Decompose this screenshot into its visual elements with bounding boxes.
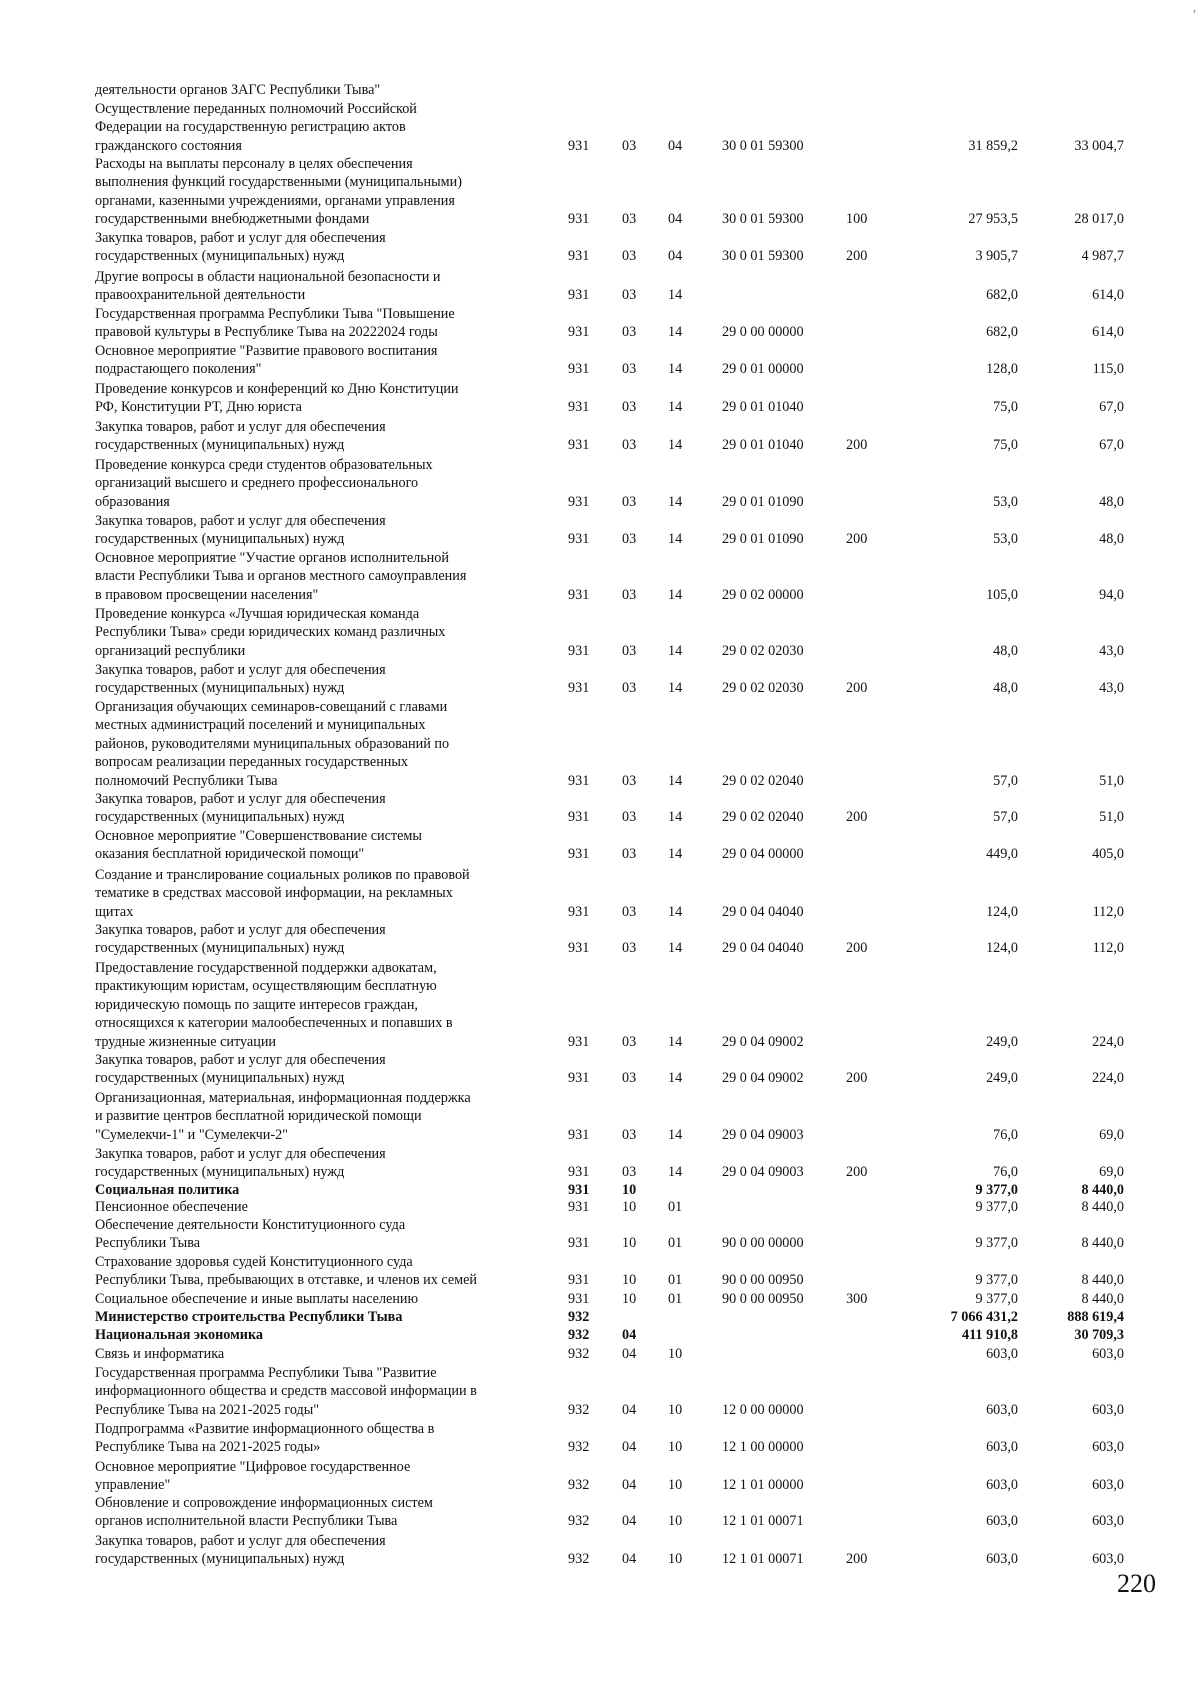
row-amount-2023: 603,0 [1092, 1439, 1124, 1456]
table-row [0, 866, 1200, 921]
row-name: Основное мероприятие "Развитие правового воспитания подрастающего поколения" [95, 343, 438, 378]
table-row [0, 661, 1200, 698]
table-row [0, 456, 1200, 511]
row-gr: 931 [568, 437, 590, 454]
row-pr: 14 [668, 493, 683, 510]
row-cs: 90 0 00 00950 [722, 1272, 804, 1289]
row-rz: 03 [622, 846, 637, 863]
row-amount-2022: 27 953,5 [968, 211, 1018, 228]
row-name: Обновление и сопровождение информационных систем органов исполнительной власти Республики Тыва [95, 1495, 433, 1530]
row-rz: 03 [622, 437, 637, 454]
row-amount-2023: 69,0 [1099, 1164, 1124, 1181]
row-amount-2022: 9 377,0 [975, 1272, 1018, 1289]
table-row [0, 1181, 1200, 1199]
table-row [0, 1051, 1200, 1088]
row-name: Осуществление переданных полномочий Российской Федерации на государственную регистрацию актов гражданского состояния [95, 101, 417, 154]
row-cs: 29 0 02 02030 [722, 680, 804, 697]
row-vr: 200 [846, 531, 868, 548]
row-name: Государственная программа Республики Тыва "Повышение правовой культуры в Республике Тыва на 20222024 годы [95, 306, 455, 341]
row-gr: 931 [568, 903, 590, 920]
row-cs: 30 0 01 59300 [722, 137, 804, 154]
row-amount-2022: 75,0 [993, 399, 1018, 416]
row-name: Закупка товаров, работ и услуг для обеспечения государственных (муниципальных) нужд [95, 513, 386, 548]
row-vr: 200 [846, 1164, 868, 1181]
row-gr: 931 [568, 531, 590, 548]
table-row [0, 921, 1200, 958]
row-amount-2023: 614,0 [1092, 287, 1124, 304]
row-rz: 10 [622, 1181, 637, 1198]
row-cs: 29 0 02 02040 [722, 809, 804, 826]
row-amount-2022: 603,0 [986, 1345, 1018, 1362]
row-rz: 03 [622, 642, 637, 659]
row-pr: 14 [668, 1164, 683, 1181]
row-rz: 03 [622, 399, 637, 416]
row-gr: 931 [568, 1290, 590, 1307]
row-rz: 04 [622, 1513, 637, 1530]
row-rz: 03 [622, 137, 637, 154]
row-amount-2023: 115,0 [1092, 361, 1124, 378]
row-pr: 14 [668, 586, 683, 603]
row-pr: 01 [668, 1235, 683, 1252]
row-name: Пенсионное обеспечение [95, 1199, 248, 1215]
row-amount-2023: 888 619,4 [1067, 1308, 1124, 1325]
row-amount-2023: 51,0 [1099, 772, 1124, 789]
row-name: Закупка товаров, работ и услуг для обеспечения государственных (муниципальных) нужд [95, 230, 386, 265]
row-rz: 04 [622, 1439, 637, 1456]
table-row [0, 959, 1200, 1051]
row-rz: 10 [622, 1235, 637, 1252]
row-pr: 14 [668, 772, 683, 789]
row-amount-2023: 28 017,0 [1074, 211, 1124, 228]
row-rz: 03 [622, 586, 637, 603]
row-gr: 931 [568, 324, 590, 341]
row-name: деятельности органов ЗАГС Республики Тыва" [95, 82, 381, 98]
row-name: Закупка товаров, работ и услуг для обеспечения государственных (муниципальных) нужд [95, 1052, 386, 1087]
row-gr: 932 [568, 1551, 590, 1568]
row-amount-2023: 4 987,7 [1081, 248, 1124, 265]
row-amount-2022: 603,0 [986, 1401, 1018, 1418]
row-cs: 12 1 01 00000 [722, 1477, 804, 1494]
row-rz: 04 [622, 1326, 637, 1343]
table-row [0, 1345, 1200, 1363]
row-gr: 931 [568, 642, 590, 659]
row-vr: 300 [846, 1290, 868, 1307]
row-pr: 14 [668, 1070, 683, 1087]
row-gr: 932 [568, 1345, 590, 1362]
row-cs: 29 0 04 09003 [722, 1126, 804, 1143]
row-name: Основное мероприятие "Участие органов исполнительной власти Республики Тыва и органов местного самоуправления в правовом просвещении населения" [95, 550, 467, 603]
row-cs: 12 1 00 00000 [722, 1439, 804, 1456]
row-amount-2023: 603,0 [1092, 1401, 1124, 1418]
row-pr: 04 [668, 211, 683, 228]
table-row [0, 229, 1200, 266]
table-row [0, 155, 1200, 229]
row-rz: 03 [622, 287, 637, 304]
row-vr: 200 [846, 437, 868, 454]
row-amount-2023: 603,0 [1092, 1513, 1124, 1530]
row-cs: 12 1 01 00071 [722, 1551, 804, 1568]
row-cs: 29 0 01 01090 [722, 493, 804, 510]
row-vr: 200 [846, 680, 868, 697]
row-cs: 12 0 00 00000 [722, 1401, 804, 1418]
row-name: Организационная, материальная, информационная поддержка и развитие центров бесплатной юридической помощи "Сумелекчи-1" и "Сумелекчи-2" [95, 1090, 471, 1143]
row-pr: 04 [668, 248, 683, 265]
row-rz: 04 [622, 1551, 637, 1568]
row-rz: 03 [622, 1070, 637, 1087]
row-amount-2023: 224,0 [1092, 1070, 1124, 1087]
row-pr: 14 [668, 531, 683, 548]
row-name: Закупка товаров, работ и услуг для обеспечения государственных (муниципальных) нужд [95, 1533, 386, 1568]
row-amount-2022: 48,0 [993, 642, 1018, 659]
row-gr: 931 [568, 399, 590, 416]
row-name: Проведение конкурса среди студентов образовательных организаций высшего и среднего профессионального образования [95, 457, 433, 510]
row-name: Другие вопросы в области национальной безопасности и правоохранительной деятельности [95, 269, 441, 304]
row-amount-2023: 8 440,0 [1081, 1235, 1124, 1252]
row-pr: 14 [668, 287, 683, 304]
table-row [0, 1089, 1200, 1144]
row-cs: 29 0 01 01040 [722, 437, 804, 454]
table-row [0, 380, 1200, 417]
row-amount-2023: 33 004,7 [1074, 137, 1124, 154]
row-cs: 29 0 01 01040 [722, 399, 804, 416]
row-amount-2022: 682,0 [986, 287, 1018, 304]
table-row [0, 1458, 1200, 1495]
row-pr: 10 [668, 1401, 683, 1418]
row-gr: 931 [568, 680, 590, 697]
row-rz: 03 [622, 1164, 637, 1181]
row-gr: 931 [568, 248, 590, 265]
row-cs: 29 0 04 04040 [722, 940, 804, 957]
row-vr: 200 [846, 809, 868, 826]
row-amount-2022: 603,0 [986, 1551, 1018, 1568]
row-vr: 200 [846, 1551, 868, 1568]
row-cs: 12 1 01 00071 [722, 1513, 804, 1530]
row-rz: 03 [622, 1126, 637, 1143]
row-amount-2023: 112,0 [1092, 940, 1124, 957]
row-rz: 03 [622, 493, 637, 510]
row-pr: 01 [668, 1198, 683, 1215]
row-cs: 30 0 01 59300 [722, 248, 804, 265]
row-pr: 14 [668, 846, 683, 863]
table-row [0, 1308, 1200, 1326]
row-name: Основное мероприятие "Цифровое государственное управление" [95, 1459, 411, 1494]
row-amount-2023: 30 709,3 [1074, 1326, 1124, 1343]
row-vr: 100 [846, 211, 868, 228]
row-name: Предоставление государственной поддержки адвокатам, практикующим юристам, осуществляющим бесплатную юридическую помощь по защите интересов граждан, относящихся к категории малообеспеченных и попавших в трудные жизненные ситуации [95, 960, 453, 1050]
table-row [0, 342, 1200, 379]
row-amount-2023: 112,0 [1092, 903, 1124, 920]
row-cs: 29 0 02 02040 [722, 772, 804, 789]
table-row [0, 1145, 1200, 1182]
row-pr: 01 [668, 1272, 683, 1289]
row-name: Обеспечение деятельности Конституционного суда Республики Тыва [95, 1217, 406, 1252]
row-amount-2023: 8 440,0 [1081, 1198, 1124, 1215]
row-amount-2023: 43,0 [1099, 680, 1124, 697]
row-pr: 14 [668, 809, 683, 826]
row-amount-2022: 3 905,7 [975, 248, 1018, 265]
row-rz: 03 [622, 903, 637, 920]
row-amount-2023: 43,0 [1099, 642, 1124, 659]
row-gr: 931 [568, 586, 590, 603]
row-name: Расходы на выплаты персоналу в целях обеспечения выполнения функций государственными (муниципальными) органами, казенными учреждениями, органами управления государственными внебюджетными фондами [95, 156, 462, 228]
row-name: Национальная экономика [95, 1327, 264, 1343]
row-gr: 931 [568, 940, 590, 957]
row-rz: 03 [622, 324, 637, 341]
table-row [0, 512, 1200, 549]
table-row [0, 1253, 1200, 1290]
row-amount-2023: 603,0 [1092, 1345, 1124, 1362]
table-row [0, 1216, 1200, 1253]
row-rz: 03 [622, 248, 637, 265]
row-name: Закупка товаров, работ и услуг для обеспечения государственных (муниципальных) нужд [95, 662, 386, 697]
row-name: Социальная политика [95, 1182, 240, 1198]
row-amount-2022: 53,0 [993, 531, 1018, 548]
table-row [0, 605, 1200, 660]
table-row [0, 1290, 1200, 1308]
row-cs: 29 0 02 00000 [722, 586, 804, 603]
row-rz: 03 [622, 531, 637, 548]
row-amount-2022: 449,0 [986, 846, 1018, 863]
row-gr: 932 [568, 1308, 590, 1325]
row-pr: 14 [668, 940, 683, 957]
row-pr: 10 [668, 1551, 683, 1568]
row-amount-2022: 31 859,2 [968, 137, 1018, 154]
row-gr: 931 [568, 846, 590, 863]
row-amount-2022: 128,0 [986, 361, 1018, 378]
row-amount-2022: 9 377,0 [975, 1198, 1018, 1215]
row-amount-2022: 48,0 [993, 680, 1018, 697]
row-name: Связь и информатика [95, 1346, 225, 1362]
row-amount-2023: 8 440,0 [1081, 1272, 1124, 1289]
row-name: Организация обучающих семинаров-совещаний с главами местных администраций поселений и муниципальных районов, руководителями муниципальных образований по вопросам реализации переданных государственных полномочий Республики Тыва [95, 699, 450, 789]
row-name: Подпрограмма «Развитие информационного общества в Республике Тыва на 2021-2025 годы» [95, 1421, 435, 1456]
row-gr: 931 [568, 287, 590, 304]
row-pr: 14 [668, 642, 683, 659]
row-cs: 29 0 04 09003 [722, 1164, 804, 1181]
row-gr: 931 [568, 361, 590, 378]
row-amount-2023: 51,0 [1099, 809, 1124, 826]
row-rz: 03 [622, 361, 637, 378]
row-amount-2023: 67,0 [1099, 399, 1124, 416]
row-amount-2022: 76,0 [993, 1126, 1018, 1143]
row-amount-2023: 48,0 [1099, 531, 1124, 548]
row-amount-2022: 105,0 [986, 586, 1018, 603]
row-amount-2023: 224,0 [1092, 1033, 1124, 1050]
row-amount-2022: 603,0 [986, 1439, 1018, 1456]
row-cs: 29 0 01 00000 [722, 361, 804, 378]
table-row [0, 305, 1200, 342]
row-amount-2022: 411 910,8 [962, 1326, 1018, 1343]
row-gr: 932 [568, 1326, 590, 1343]
row-name: Государственная программа Республики Тыва "Развитие информационного общества и средств массовой информации в Республике Тыва на 2021-2025 годы" [95, 1365, 477, 1418]
table-row [0, 1420, 1200, 1457]
row-pr: 14 [668, 324, 683, 341]
row-gr: 931 [568, 211, 590, 228]
row-rz: 04 [622, 1477, 637, 1494]
row-name: Социальное обеспечение и иные выплаты населению [95, 1291, 419, 1307]
row-gr: 931 [568, 1033, 590, 1050]
row-amount-2023: 603,0 [1092, 1551, 1124, 1568]
row-name: Создание и транслирование социальных роликов по правовой тематике в средствах массовой информации, на рекламных щитах [95, 867, 470, 920]
table-row [0, 1198, 1200, 1216]
row-amount-2022: 7 066 431,2 [950, 1308, 1018, 1325]
row-amount-2023: 603,0 [1092, 1477, 1124, 1494]
table-row [0, 790, 1200, 827]
table-row [0, 100, 1200, 155]
row-gr: 931 [568, 809, 590, 826]
row-amount-2022: 603,0 [986, 1513, 1018, 1530]
row-amount-2022: 124,0 [986, 903, 1018, 920]
row-amount-2022: 76,0 [993, 1164, 1018, 1181]
row-rz: 10 [622, 1272, 637, 1289]
row-amount-2023: 614,0 [1092, 324, 1124, 341]
table-row [0, 1532, 1200, 1569]
row-rz: 03 [622, 680, 637, 697]
table-row [0, 827, 1200, 864]
row-gr: 931 [568, 493, 590, 510]
row-name: Закупка товаров, работ и услуг для обеспечения государственных (муниципальных) нужд [95, 419, 386, 454]
row-amount-2022: 57,0 [993, 809, 1018, 826]
table-row [0, 1364, 1200, 1419]
row-amount-2022: 124,0 [986, 940, 1018, 957]
row-cs: 29 0 04 09002 [722, 1070, 804, 1087]
row-amount-2022: 9 377,0 [975, 1181, 1018, 1198]
table-row [0, 1326, 1200, 1344]
row-pr: 10 [668, 1345, 683, 1362]
row-pr: 10 [668, 1439, 683, 1456]
row-pr: 04 [668, 137, 683, 154]
row-name: Страхование здоровья судей Конституционного суда Республики Тыва, пребывающих в отставке, и членов их семей [95, 1254, 477, 1289]
row-amount-2023: 94,0 [1099, 586, 1124, 603]
table-row [0, 418, 1200, 455]
row-name: Министерство строительства Республики Тыва [95, 1309, 403, 1325]
row-rz: 04 [622, 1345, 637, 1362]
row-gr: 932 [568, 1401, 590, 1418]
row-gr: 932 [568, 1477, 590, 1494]
row-name: Закупка товаров, работ и услуг для обеспечения государственных (муниципальных) нужд [95, 922, 386, 957]
row-amount-2023: 69,0 [1099, 1126, 1124, 1143]
row-amount-2022: 53,0 [993, 493, 1018, 510]
row-cs: 29 0 00 00000 [722, 324, 804, 341]
table-row [0, 549, 1200, 604]
row-gr: 931 [568, 1181, 590, 1198]
row-cs: 29 0 02 02030 [722, 642, 804, 659]
row-amount-2022: 682,0 [986, 324, 1018, 341]
row-pr: 14 [668, 1033, 683, 1050]
row-pr: 14 [668, 680, 683, 697]
row-pr: 14 [668, 437, 683, 454]
row-gr: 931 [568, 1126, 590, 1143]
row-name: Проведение конкурса «Лучшая юридическая команда Республики Тыва» среди юридических команд различных организаций республики [95, 606, 446, 659]
row-rz: 03 [622, 940, 637, 957]
row-vr: 200 [846, 940, 868, 957]
row-amount-2022: 249,0 [986, 1070, 1018, 1087]
row-cs: 29 0 04 00000 [722, 846, 804, 863]
table-row [0, 1494, 1200, 1531]
table-row [0, 268, 1200, 305]
row-vr: 200 [846, 1070, 868, 1087]
row-amount-2022: 57,0 [993, 772, 1018, 789]
row-rz: 03 [622, 809, 637, 826]
row-amount-2023: 48,0 [1099, 493, 1124, 510]
row-cs: 29 0 01 01090 [722, 531, 804, 548]
row-gr: 931 [568, 1272, 590, 1289]
table-row [0, 81, 1200, 99]
row-gr: 931 [568, 1164, 590, 1181]
row-gr: 932 [568, 1439, 590, 1456]
row-name: Основное мероприятие "Совершенствование системы оказания бесплатной юридической помощи" [95, 828, 422, 863]
row-cs: 90 0 00 00950 [722, 1290, 804, 1307]
row-pr: 10 [668, 1513, 683, 1530]
table-row [0, 698, 1200, 790]
row-gr: 932 [568, 1513, 590, 1530]
row-cs: 30 0 01 59300 [722, 211, 804, 228]
row-pr: 01 [668, 1290, 683, 1307]
row-gr: 931 [568, 772, 590, 789]
row-rz: 10 [622, 1290, 637, 1307]
row-gr: 931 [568, 1235, 590, 1252]
row-name: Закупка товаров, работ и услуг для обеспечения государственных (муниципальных) нужд [95, 1146, 386, 1181]
row-amount-2022: 249,0 [986, 1033, 1018, 1050]
row-pr: 14 [668, 903, 683, 920]
row-gr: 931 [568, 1070, 590, 1087]
row-amount-2023: 8 440,0 [1081, 1181, 1124, 1198]
page-number: 220 [1117, 1569, 1156, 1598]
corner-mark: , [1193, 0, 1196, 14]
row-name: Закупка товаров, работ и услуг для обеспечения государственных (муниципальных) нужд [95, 791, 386, 826]
row-pr: 14 [668, 1126, 683, 1143]
row-pr: 14 [668, 399, 683, 416]
row-amount-2022: 603,0 [986, 1477, 1018, 1494]
row-amount-2022: 75,0 [993, 437, 1018, 454]
row-rz: 10 [622, 1198, 637, 1215]
row-cs: 29 0 04 04040 [722, 903, 804, 920]
row-amount-2023: 67,0 [1099, 437, 1124, 454]
row-cs: 29 0 04 09002 [722, 1033, 804, 1050]
row-amount-2023: 405,0 [1092, 846, 1124, 863]
row-amount-2023: 8 440,0 [1081, 1290, 1124, 1307]
row-rz: 03 [622, 772, 637, 789]
row-rz: 03 [622, 1033, 637, 1050]
row-pr: 10 [668, 1477, 683, 1494]
row-cs: 90 0 00 00000 [722, 1235, 804, 1252]
row-vr: 200 [846, 248, 868, 265]
row-amount-2022: 9 377,0 [975, 1235, 1018, 1252]
row-pr: 14 [668, 361, 683, 378]
row-rz: 04 [622, 1401, 637, 1418]
row-gr: 931 [568, 137, 590, 154]
row-rz: 03 [622, 211, 637, 228]
row-gr: 931 [568, 1198, 590, 1215]
row-name: Проведение конкурсов и конференций ко Дню Конституции РФ, Конституции РТ, Дню юриста [95, 381, 459, 416]
row-amount-2022: 9 377,0 [975, 1290, 1018, 1307]
